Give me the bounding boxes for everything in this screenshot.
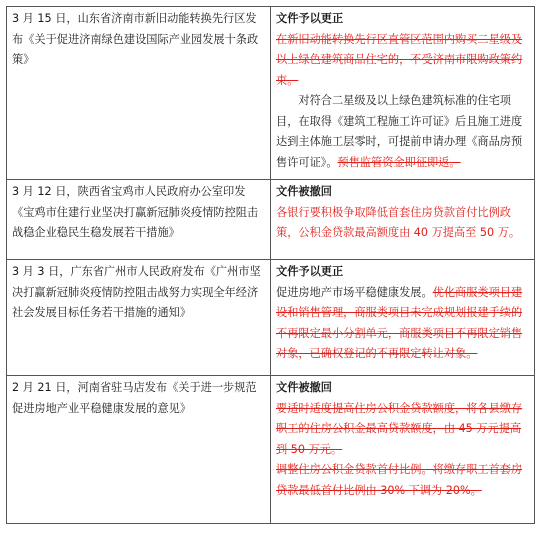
status-label: 文件予以更正 — [276, 12, 344, 25]
withdrawn-text: 各银行要积极争取降低首套住房贷款首付比例政策，公积金贷款最高额度由 40 万提高至 50 万。 — [276, 205, 521, 239]
policy-source-text: 3 月 3 日，广东省广州市人民政府发布《广州市坚决打赢新冠肺炎疫情防控阻击战努力实现全年经济社会发展目标任务若干措施的通知》 — [12, 265, 261, 319]
policy-text: 对符合二星级及以上绿色建筑标准的住宅项目，在取得《建筑工程施工许可证》后且施工进度达到主体施工层零时，可提前申请办理《商品房预售许可证》。 — [276, 94, 523, 169]
policy-change-cell — [271, 7, 535, 180]
policy-text: 促进房地产市场平稳健康发展。 — [276, 285, 433, 299]
policy-change-cell — [271, 180, 535, 260]
table-row — [7, 260, 535, 376]
withdrawn-text: 要适时适度提高住房公积金贷款额度，将各县缴存职工的住房公积金最高贷款额度，由 45 万元提高到 50 万元。 — [276, 401, 523, 456]
policy-change-cell — [271, 260, 535, 376]
policy-source-cell — [7, 260, 271, 376]
table-row — [7, 7, 535, 180]
status-label: 文件予以更正 — [276, 265, 344, 278]
status-label: 文件被撤回 — [276, 185, 332, 198]
deleted-text: 在新旧动能转换先行区直管区范围内购买二星级及以上绿色建筑商品住宅的，不受济南市限购政策约束。 — [276, 32, 523, 87]
status-label: 文件被撤回 — [276, 381, 332, 394]
table-row — [7, 180, 535, 260]
policy-source-text: 3 月 15 日，山东省济南市新旧动能转换先行区发布《关于促进济南绿色建设国际产业园发展十条政策》 — [12, 12, 259, 66]
policy-source-cell — [7, 7, 271, 180]
table-row — [7, 376, 535, 524]
withdrawn-text: 调整住房公积金贷款首付比例。将缴存职工首套房贷款最低首付比例由 30% 下调为 20%。 — [276, 463, 523, 497]
deleted-text: 预售监管资金即征即返。 — [337, 155, 461, 169]
policy-source-cell — [7, 376, 271, 524]
deleted-text: 优化商服类项目建设和销售管理，商服类项目未完成规划报建手续的不再限定最小分割单元，商服类项目不再限定销售对象，已确权登记的不再限定转让对象。 — [276, 285, 523, 360]
policy-source-text: 2 月 21 日，河南省驻马店发布《关于进一步规范促进房地产业平稳健康发展的意见》 — [12, 381, 257, 415]
policy-source-cell — [7, 180, 271, 260]
policy-source-text: 3 月 12 日，陕西省宝鸡市人民政府办公室印发《宝鸡市住建行业坚决打赢新冠肺炎疫情防控阻击战稳企业稳民生稳发展若干措施》 — [12, 185, 259, 239]
policy-table — [6, 6, 535, 524]
policy-change-cell — [271, 376, 535, 524]
